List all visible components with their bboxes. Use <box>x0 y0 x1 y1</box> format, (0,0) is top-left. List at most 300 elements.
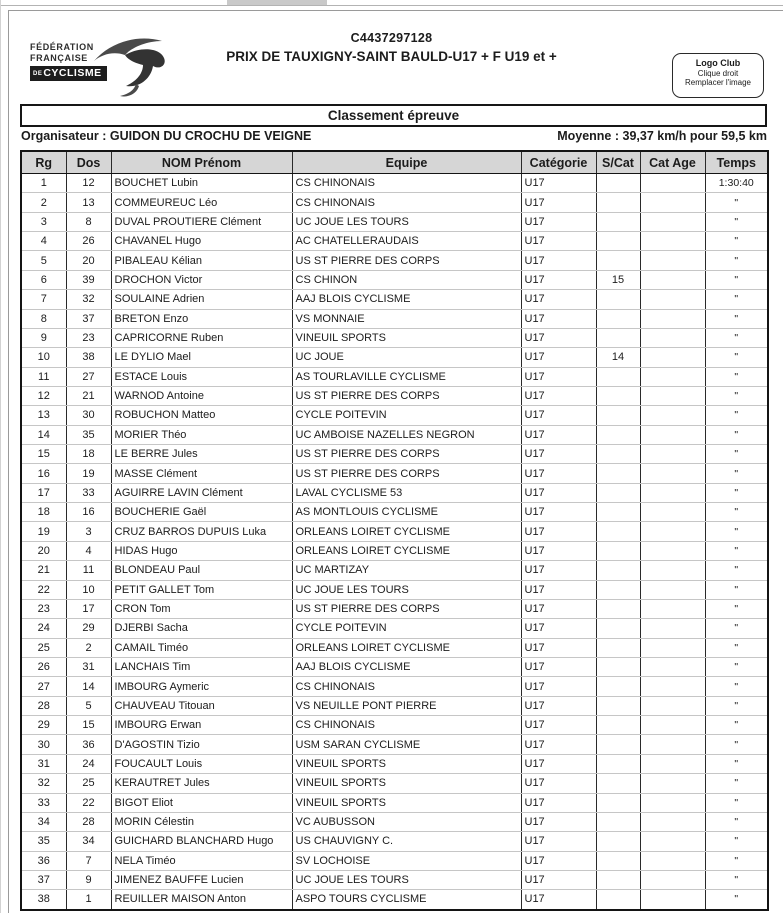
cell-time: " <box>705 580 768 599</box>
cell-bib: 11 <box>66 561 111 580</box>
cell-time: " <box>705 812 768 831</box>
cell-subcat <box>596 386 640 405</box>
cell-rank: 7 <box>21 290 66 309</box>
cell-subcat <box>596 754 640 773</box>
cell-catage <box>640 541 705 560</box>
cell-time: " <box>705 483 768 502</box>
cell-time: " <box>705 619 768 638</box>
cell-bib: 33 <box>66 483 111 502</box>
cell-category: U17 <box>521 290 596 309</box>
cell-catage <box>640 445 705 464</box>
cell-name: CAMAIL Timéo <box>111 638 292 657</box>
cell-subcat <box>596 503 640 522</box>
organizer-row <box>20 129 767 148</box>
cell-catage <box>640 580 705 599</box>
cell-time: " <box>705 445 768 464</box>
cell-bib: 16 <box>66 503 111 522</box>
cell-time: " <box>705 522 768 541</box>
cell-name: BRETON Enzo <box>111 309 292 328</box>
cell-time: " <box>705 328 768 347</box>
cell-bib: 17 <box>66 599 111 618</box>
cell-catage <box>640 716 705 735</box>
cell-bib: 9 <box>66 870 111 889</box>
cell-rank: 15 <box>21 445 66 464</box>
cell-category: U17 <box>521 503 596 522</box>
cell-time: " <box>705 677 768 696</box>
federation-logo-line1: FÉDÉRATION <box>30 42 94 52</box>
logo-club-placeholder <box>672 53 764 98</box>
cell-team: CYCLE POITEVIN <box>292 406 521 425</box>
cell-category: U17 <box>521 522 596 541</box>
federation-logo-cyclisme: CYCLISME <box>43 67 102 79</box>
cell-team: UC JOUE <box>292 348 521 367</box>
table-row <box>21 503 768 522</box>
organizer-label: Organisateur : GUIDON DU CROCHU DE VEIGNE <box>21 129 312 143</box>
cell-bib: 26 <box>66 232 111 251</box>
cell-time: " <box>705 367 768 386</box>
cell-subcat <box>596 232 640 251</box>
table-row <box>21 696 768 715</box>
cell-rank: 32 <box>21 774 66 793</box>
cell-team: CS CHINON <box>292 270 521 289</box>
cell-name: ESTACE Louis <box>111 367 292 386</box>
cell-name: KERAUTRET Jules <box>111 774 292 793</box>
cell-name: FOUCAULT Louis <box>111 754 292 773</box>
cell-bib: 32 <box>66 290 111 309</box>
cell-rank: 8 <box>21 309 66 328</box>
table-row <box>21 348 768 367</box>
cell-bib: 19 <box>66 464 111 483</box>
table-row <box>21 270 768 289</box>
cell-bib: 12 <box>66 174 111 193</box>
cell-catage <box>640 793 705 812</box>
cell-catage <box>640 212 705 231</box>
cell-category: U17 <box>521 561 596 580</box>
cell-name: MORIN Célestin <box>111 812 292 831</box>
cell-rank: 23 <box>21 599 66 618</box>
cell-bib: 24 <box>66 754 111 773</box>
cell-category: U17 <box>521 386 596 405</box>
cell-catage <box>640 309 705 328</box>
cell-team: VINEUIL SPORTS <box>292 793 521 812</box>
cell-rank: 38 <box>21 890 66 910</box>
column-header-team: Equipe <box>292 151 521 174</box>
cell-catage <box>640 232 705 251</box>
logo-club-hint2: Remplacer l'image <box>685 78 751 87</box>
cell-time: " <box>705 193 768 212</box>
table-row <box>21 754 768 773</box>
cell-subcat <box>596 464 640 483</box>
cell-catage <box>640 696 705 715</box>
cell-subcat <box>596 580 640 599</box>
cell-category: U17 <box>521 851 596 870</box>
scan-left-edge <box>0 0 1 913</box>
cell-category: U17 <box>521 754 596 773</box>
federation-logo-de: DE <box>33 71 43 77</box>
cell-name: BOUCHET Lubin <box>111 174 292 193</box>
cell-team: AC CHATELLERAUDAIS <box>292 232 521 251</box>
table-row <box>21 677 768 696</box>
cell-bib: 22 <box>66 793 111 812</box>
cell-bib: 28 <box>66 812 111 831</box>
cell-time: " <box>705 561 768 580</box>
cell-name: LANCHAIS Tim <box>111 657 292 676</box>
cell-subcat <box>596 251 640 270</box>
cell-bib: 23 <box>66 328 111 347</box>
cell-bib: 7 <box>66 851 111 870</box>
table-row <box>21 657 768 676</box>
cell-team: AAJ BLOIS CYCLISME <box>292 657 521 676</box>
cell-catage <box>640 406 705 425</box>
cell-rank: 17 <box>21 483 66 502</box>
cell-name: ROBUCHON Matteo <box>111 406 292 425</box>
table-row <box>21 251 768 270</box>
cell-rank: 13 <box>21 406 66 425</box>
cell-subcat <box>596 406 640 425</box>
cell-subcat <box>596 445 640 464</box>
cell-catage <box>640 735 705 754</box>
cell-bib: 10 <box>66 580 111 599</box>
cell-catage <box>640 832 705 851</box>
cell-team: VS NEUILLE PONT PIERRE <box>292 696 521 715</box>
table-row <box>21 832 768 851</box>
cell-subcat <box>596 870 640 889</box>
cell-name: CHAVANEL Hugo <box>111 232 292 251</box>
cell-team: AAJ BLOIS CYCLISME <box>292 290 521 309</box>
cell-subcat <box>596 328 640 347</box>
cell-bib: 36 <box>66 735 111 754</box>
cell-team: ORLEANS LOIRET CYCLISME <box>292 638 521 657</box>
cell-time: " <box>705 270 768 289</box>
cell-time: " <box>705 406 768 425</box>
cell-name: SOULAINE Adrien <box>111 290 292 309</box>
cell-bib: 5 <box>66 696 111 715</box>
cell-subcat <box>596 677 640 696</box>
cell-bib: 1 <box>66 890 111 910</box>
cell-catage <box>640 638 705 657</box>
cell-category: U17 <box>521 445 596 464</box>
cell-name: AGUIRRE LAVIN Clément <box>111 483 292 502</box>
cell-bib: 39 <box>66 270 111 289</box>
cell-team: LAVAL CYCLISME 53 <box>292 483 521 502</box>
table-row <box>21 561 768 580</box>
cell-time: " <box>705 793 768 812</box>
cell-rank: 2 <box>21 193 66 212</box>
cell-name: CHAUVEAU Titouan <box>111 696 292 715</box>
cell-team: CS CHINONAIS <box>292 716 521 735</box>
cell-subcat <box>596 367 640 386</box>
results-table <box>20 150 769 911</box>
cell-name: JIMENEZ BAUFFE Lucien <box>111 870 292 889</box>
cell-subcat <box>596 638 640 657</box>
cell-category: U17 <box>521 870 596 889</box>
cell-rank: 9 <box>21 328 66 347</box>
event-code: C4437297128 <box>350 31 433 45</box>
cell-rank: 3 <box>21 212 66 231</box>
cell-name: LE BERRE Jules <box>111 445 292 464</box>
cell-category: U17 <box>521 677 596 696</box>
cell-category: U17 <box>521 309 596 328</box>
cell-name: IMBOURG Aymeric <box>111 677 292 696</box>
table-row <box>21 232 768 251</box>
cell-category: U17 <box>521 599 596 618</box>
cell-category: U17 <box>521 251 596 270</box>
cell-name: MASSE Clément <box>111 464 292 483</box>
cell-subcat <box>596 735 640 754</box>
cell-time: " <box>705 774 768 793</box>
cell-bib: 14 <box>66 677 111 696</box>
cell-rank: 14 <box>21 425 66 444</box>
cell-subcat <box>596 309 640 328</box>
cell-subcat <box>596 793 640 812</box>
cell-bib: 25 <box>66 774 111 793</box>
cell-team: UC JOUE LES TOURS <box>292 870 521 889</box>
cell-category: U17 <box>521 483 596 502</box>
cell-subcat <box>596 425 640 444</box>
cell-name: HIDAS Hugo <box>111 541 292 560</box>
cell-bib: 30 <box>66 406 111 425</box>
cell-subcat <box>596 599 640 618</box>
cell-time: " <box>705 541 768 560</box>
cell-team: UC MARTIZAY <box>292 561 521 580</box>
average-speed-label: Moyenne : 39,37 km/h pour 59,5 km <box>557 129 767 143</box>
cell-rank: 21 <box>21 561 66 580</box>
cell-bib: 29 <box>66 619 111 638</box>
cell-catage <box>640 890 705 910</box>
cell-catage <box>640 870 705 889</box>
cell-catage <box>640 251 705 270</box>
table-row <box>21 406 768 425</box>
cell-rank: 29 <box>21 716 66 735</box>
cell-rank: 11 <box>21 367 66 386</box>
cell-time: " <box>705 870 768 889</box>
cell-rank: 4 <box>21 232 66 251</box>
cell-category: U17 <box>521 367 596 386</box>
cell-subcat <box>596 774 640 793</box>
federation-logo-line2: FRANÇAISE <box>30 52 88 63</box>
cell-rank: 19 <box>21 522 66 541</box>
cell-catage <box>640 348 705 367</box>
table-row <box>21 328 768 347</box>
cell-time: " <box>705 599 768 618</box>
cell-category: U17 <box>521 425 596 444</box>
cell-category: U17 <box>521 774 596 793</box>
cell-rank: 22 <box>21 580 66 599</box>
cell-time: " <box>705 309 768 328</box>
cell-name: BOUCHERIE Gaël <box>111 503 292 522</box>
cell-rank: 20 <box>21 541 66 560</box>
cell-bib: 13 <box>66 193 111 212</box>
cell-name: DROCHON Victor <box>111 270 292 289</box>
cell-category: U17 <box>521 619 596 638</box>
cell-category: U17 <box>521 174 596 193</box>
cell-name: REUILLER MAISON Anton <box>111 890 292 910</box>
cell-subcat <box>596 212 640 231</box>
cell-time: " <box>705 348 768 367</box>
cell-time: " <box>705 735 768 754</box>
cell-category: U17 <box>521 890 596 910</box>
cell-time: " <box>705 464 768 483</box>
table-row <box>21 464 768 483</box>
cell-catage <box>640 174 705 193</box>
column-header-subcat: S/Cat <box>596 151 640 174</box>
cell-bib: 21 <box>66 386 111 405</box>
cell-catage <box>640 328 705 347</box>
cell-team: US ST PIERRE DES CORPS <box>292 251 521 270</box>
cell-category: U17 <box>521 406 596 425</box>
cell-catage <box>640 290 705 309</box>
table-row <box>21 870 768 889</box>
cell-name: CAPRICORNE Ruben <box>111 328 292 347</box>
cell-team: US ST PIERRE DES CORPS <box>292 386 521 405</box>
cell-bib: 8 <box>66 212 111 231</box>
cell-team: CS CHINONAIS <box>292 677 521 696</box>
cell-name: LE DYLIO Mael <box>111 348 292 367</box>
table-row <box>21 193 768 212</box>
cell-team: VINEUIL SPORTS <box>292 754 521 773</box>
cell-rank: 5 <box>21 251 66 270</box>
cell-subcat <box>596 716 640 735</box>
cell-team: AS TOURLAVILLE CYCLISME <box>292 367 521 386</box>
column-header-catage: Cat Age <box>640 151 705 174</box>
cell-category: U17 <box>521 464 596 483</box>
cell-time: " <box>705 386 768 405</box>
table-row <box>21 541 768 560</box>
cell-name: IMBOURG Erwan <box>111 716 292 735</box>
cell-catage <box>640 503 705 522</box>
scan-top-line <box>0 5 783 6</box>
cell-team: VS MONNAIE <box>292 309 521 328</box>
column-header-category: Catégorie <box>521 151 596 174</box>
cell-subcat <box>596 832 640 851</box>
cell-category: U17 <box>521 348 596 367</box>
cell-category: U17 <box>521 328 596 347</box>
cell-rank: 10 <box>21 348 66 367</box>
table-row <box>21 425 768 444</box>
table-row <box>21 890 768 910</box>
cell-subcat <box>596 657 640 676</box>
cell-category: U17 <box>521 193 596 212</box>
cell-name: COMMEUREUC Léo <box>111 193 292 212</box>
cell-time: " <box>705 503 768 522</box>
cell-category: U17 <box>521 232 596 251</box>
cell-catage <box>640 367 705 386</box>
event-title: PRIX DE TAUXIGNY-SAINT BAULD-U17 + F U19 et + <box>226 49 557 64</box>
cell-catage <box>640 677 705 696</box>
cell-catage <box>640 851 705 870</box>
cell-rank: 12 <box>21 386 66 405</box>
cell-catage <box>640 599 705 618</box>
cell-bib: 31 <box>66 657 111 676</box>
cell-category: U17 <box>521 541 596 560</box>
cell-rank: 16 <box>21 464 66 483</box>
page-frame-left <box>8 10 9 913</box>
cell-category: U17 <box>521 812 596 831</box>
cell-bib: 3 <box>66 522 111 541</box>
cell-team: VINEUIL SPORTS <box>292 328 521 347</box>
cell-time: " <box>705 425 768 444</box>
cell-catage <box>640 193 705 212</box>
cell-rank: 27 <box>21 677 66 696</box>
cell-subcat <box>596 890 640 910</box>
cell-catage <box>640 425 705 444</box>
cell-team: UC JOUE LES TOURS <box>292 580 521 599</box>
cell-team: CS CHINONAIS <box>292 174 521 193</box>
cell-name: PIBALEAU Kélian <box>111 251 292 270</box>
cell-catage <box>640 561 705 580</box>
table-row <box>21 212 768 231</box>
header-title-block <box>0 31 783 64</box>
cell-bib: 2 <box>66 638 111 657</box>
cell-time: " <box>705 851 768 870</box>
table-row <box>21 483 768 502</box>
cell-rank: 24 <box>21 619 66 638</box>
cell-team: VINEUIL SPORTS <box>292 774 521 793</box>
table-header-row <box>21 151 768 174</box>
section-title-bar: Classement épreuve <box>20 104 767 127</box>
cell-team: UC AMBOISE NAZELLES NEGRON <box>292 425 521 444</box>
cell-category: U17 <box>521 580 596 599</box>
table-row <box>21 638 768 657</box>
cell-category: U17 <box>521 793 596 812</box>
cell-subcat <box>596 812 640 831</box>
table-row <box>21 386 768 405</box>
cell-name: BLONDEAU Paul <box>111 561 292 580</box>
table-row <box>21 309 768 328</box>
column-header-time: Temps <box>705 151 768 174</box>
logo-club-hint1: Clique droit <box>697 69 739 78</box>
cell-catage <box>640 619 705 638</box>
cell-catage <box>640 483 705 502</box>
cell-subcat: 15 <box>596 270 640 289</box>
cell-rank: 30 <box>21 735 66 754</box>
cell-rank: 33 <box>21 793 66 812</box>
cell-name: WARNOD Antoine <box>111 386 292 405</box>
cell-time: " <box>705 251 768 270</box>
cell-category: U17 <box>521 832 596 851</box>
cell-rank: 28 <box>21 696 66 715</box>
table-row <box>21 716 768 735</box>
table-row <box>21 445 768 464</box>
table-row <box>21 522 768 541</box>
cell-category: U17 <box>521 735 596 754</box>
cell-category: U17 <box>521 638 596 657</box>
cell-rank: 36 <box>21 851 66 870</box>
cell-rank: 37 <box>21 870 66 889</box>
cell-rank: 34 <box>21 812 66 831</box>
cell-name: DUVAL PROUTIERE Clément <box>111 212 292 231</box>
cell-bib: 35 <box>66 425 111 444</box>
cell-bib: 4 <box>66 541 111 560</box>
cell-catage <box>640 774 705 793</box>
cell-category: U17 <box>521 696 596 715</box>
cell-time: " <box>705 657 768 676</box>
cell-name: NELA Timéo <box>111 851 292 870</box>
cell-name: GUICHARD BLANCHARD Hugo <box>111 832 292 851</box>
cell-team: CS CHINONAIS <box>292 193 521 212</box>
page-frame-top <box>8 10 783 11</box>
column-header-name: NOM Prénom <box>111 151 292 174</box>
cell-subcat <box>596 561 640 580</box>
cell-team: VC AUBUSSON <box>292 812 521 831</box>
cell-rank: 25 <box>21 638 66 657</box>
cell-time: " <box>705 696 768 715</box>
cell-bib: 15 <box>66 716 111 735</box>
cell-name: BIGOT Eliot <box>111 793 292 812</box>
table-row <box>21 793 768 812</box>
cell-catage <box>640 464 705 483</box>
cell-category: U17 <box>521 716 596 735</box>
